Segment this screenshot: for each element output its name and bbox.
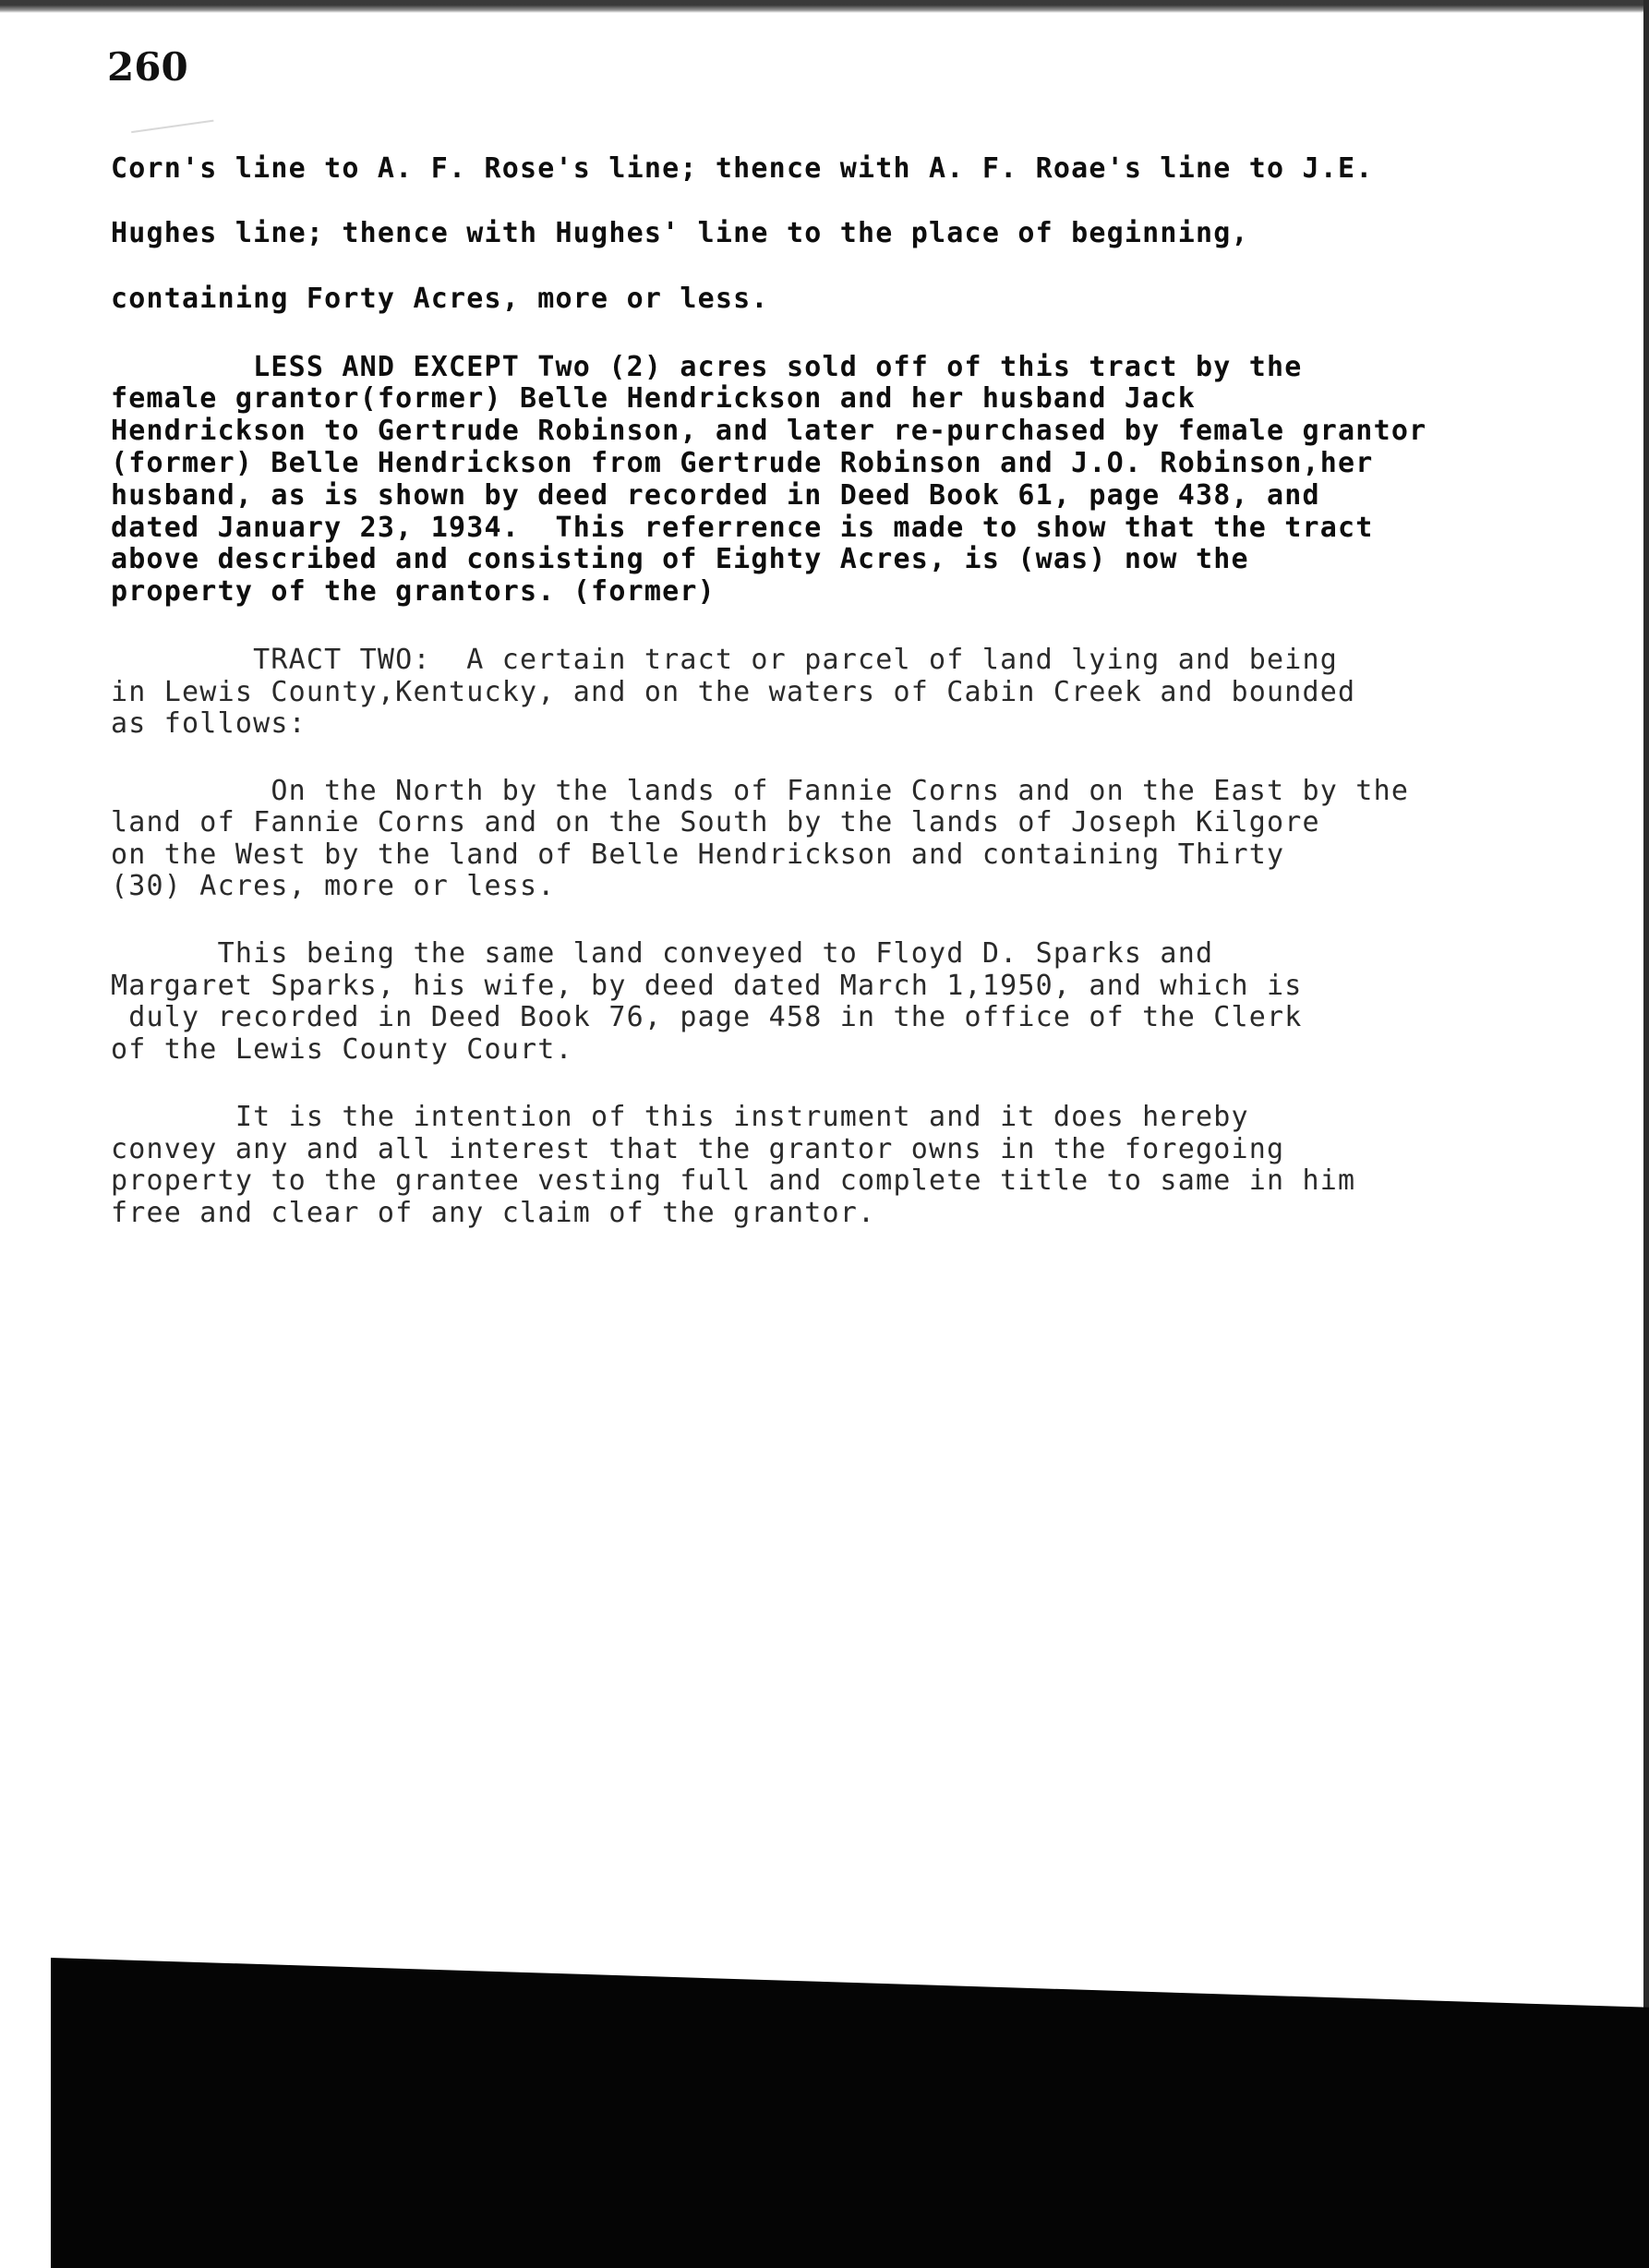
text-line: TRACT TWO: A certain tract or parcel of land lying and being bbox=[111, 644, 1339, 676]
text-line: Corn's line to A. F. Rose's line; thence with A. F. Roae's line to J.E. bbox=[111, 152, 1374, 185]
text-line: of the Lewis County Court. bbox=[111, 1033, 573, 1066]
text-line: property of the grantors. (former) bbox=[111, 575, 716, 608]
text-line: Hughes line; thence with Hughes' line to the place of beginning, bbox=[111, 217, 1249, 249]
page-number: 260 bbox=[107, 44, 188, 90]
text-line: It is the intention of this instrument and it does hereby bbox=[111, 1101, 1249, 1133]
text-line: free and clear of any claim of the grantor. bbox=[111, 1197, 876, 1229]
text-line: as follows: bbox=[111, 707, 307, 740]
text-line: LESS AND EXCEPT Two (2) acres sold off of this tract by the bbox=[111, 351, 1303, 383]
text-line: containing Forty Acres, more or less. bbox=[111, 283, 769, 315]
text-line: On the North by the lands of Fannie Corns and on the East by the bbox=[111, 775, 1410, 807]
scan-dark-border bbox=[51, 1958, 1649, 2268]
text-line: dated January 23, 1934. This referrence is made to show that the tract bbox=[111, 512, 1374, 544]
text-line: property to the grantee vesting full and complete title to same in him bbox=[111, 1164, 1356, 1197]
text-line: in Lewis County,Kentucky, and on the waters of Cabin Creek and bounded bbox=[111, 676, 1356, 708]
text-line: duly recorded in Deed Book 76, page 458 in the office of the Clerk bbox=[111, 1001, 1303, 1033]
text-line: female grantor(former) Belle Hendrickson and her husband Jack bbox=[111, 382, 1196, 415]
text-line: on the West by the land of Belle Hendrickson and containing Thirty bbox=[111, 838, 1285, 871]
scan-right-edge bbox=[1643, 0, 1649, 2268]
text-line: land of Fannie Corns and on the South by the lands of Joseph Kilgore bbox=[111, 806, 1320, 838]
text-line: husband, as is shown by deed recorded in Deed Book 61, page 438, and bbox=[111, 479, 1320, 512]
faint-pencil-mark bbox=[127, 96, 213, 133]
text-line: This being the same land conveyed to Floyd D. Sparks and bbox=[111, 937, 1214, 970]
text-line: Hendrickson to Gertrude Robinson, and later re-purchased by female grantor bbox=[111, 415, 1427, 447]
text-line: Margaret Sparks, his wife, by deed dated March 1,1950, and which is bbox=[111, 970, 1303, 1002]
scan-top-edge bbox=[0, 0, 1649, 13]
text-line: above described and consisting of Eighty Acres, is (was) now the bbox=[111, 543, 1249, 575]
text-line: (former) Belle Hendrickson from Gertrude Robinson and J.O. Robinson,her bbox=[111, 447, 1374, 479]
text-line: (30) Acres, more or less. bbox=[111, 870, 556, 902]
text-line: convey any and all interest that the grantor owns in the foregoing bbox=[111, 1133, 1285, 1165]
